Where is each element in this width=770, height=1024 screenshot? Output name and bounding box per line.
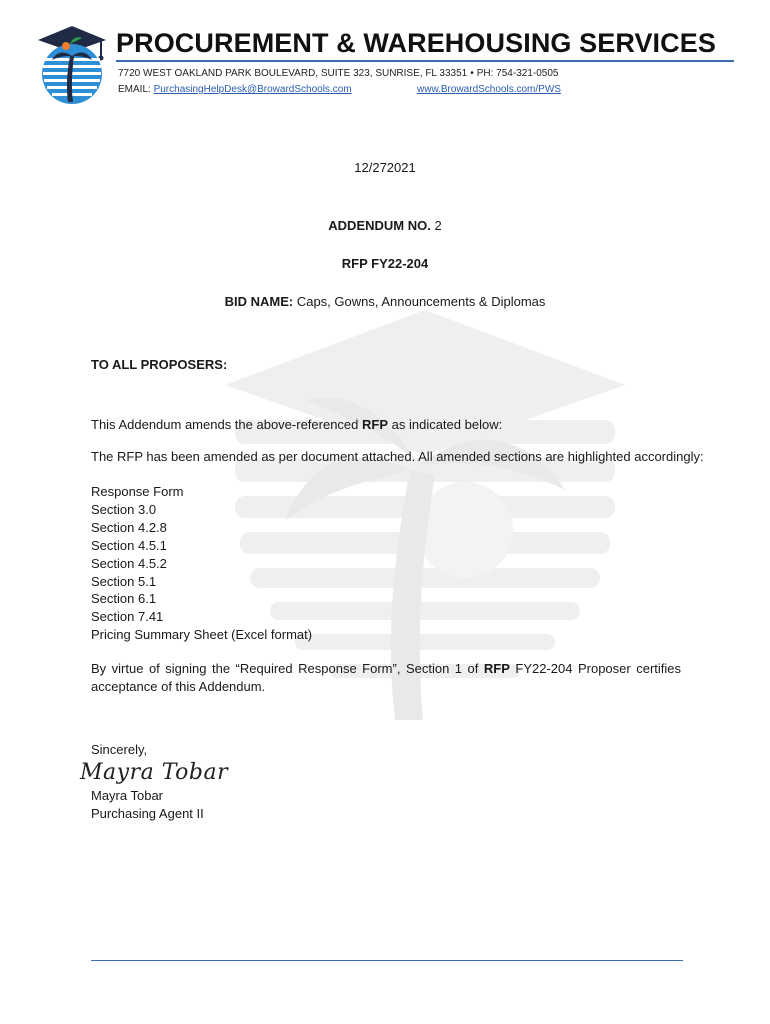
intro-prefix: This Addendum amends the above-referenced <box>91 417 363 432</box>
certification-line-2: acceptance of this Addendum. <box>91 679 266 694</box>
email-link[interactable]: PurchasingHelpDesk@BrowardSchools.com <box>153 84 352 95</box>
address: 7720 WEST OAKLAND PARK BOULEVARD, SUITE 323, SUNRISE, FL 33351 <box>118 68 468 79</box>
bid-name: Caps, Gowns, Announcements & Diplomas <box>296 294 546 309</box>
list-item: Section 4.5.1 <box>91 537 167 553</box>
signer-title: Purchasing Agent II <box>91 806 204 821</box>
list-item: Section 6.1 <box>91 591 157 607</box>
org-title: PROCUREMENT & WAREHOUSING SERVICES <box>116 28 716 58</box>
website-link[interactable]: www.BrowardSchools.com/PWS <box>417 84 561 95</box>
salutation: TO ALL PROPOSERS: <box>91 357 228 372</box>
list-item: Section 3.0 <box>91 501 157 517</box>
addendum-label: ADDENDUM NO. <box>328 218 431 233</box>
virtue-suffix: FY22-204 Proposer certifies <box>509 661 681 676</box>
intro-rfp: RFP <box>362 417 389 432</box>
certification-paragraph <box>91 660 681 696</box>
school-district-logo <box>36 22 108 104</box>
separator: • <box>470 68 474 79</box>
title-divider <box>116 60 734 62</box>
list-item: Pricing Summary Sheet (Excel format) <box>91 627 313 643</box>
address-line <box>118 68 558 79</box>
footer-divider <box>91 960 683 961</box>
bid-name-label: BID NAME: <box>224 294 294 309</box>
addendum-number: 2 <box>434 218 442 233</box>
list-item: Response Form <box>91 484 184 499</box>
email-line <box>118 84 352 95</box>
rfp-number: RFP FY22-204 <box>341 256 429 271</box>
intro-line <box>91 417 502 432</box>
signer-name: Mayra Tobar <box>91 788 164 803</box>
certification-line-1 <box>91 660 681 678</box>
email-label: EMAIL: <box>118 84 154 95</box>
handwritten-signature: Mayra Tobar <box>80 760 229 785</box>
list-item: Section 7.41 <box>91 609 164 625</box>
bid-name-line <box>0 294 770 309</box>
virtue-rfp: RFP <box>483 661 510 676</box>
list-item: Section 5.1 <box>91 573 157 589</box>
intro-suffix: as indicated below: <box>388 417 503 432</box>
letter-date: 12/272021 <box>354 160 416 175</box>
closing: Sincerely, <box>91 742 148 757</box>
addendum-heading <box>0 218 770 233</box>
phone: PH: 754-321-0505 <box>476 68 559 79</box>
list-item: Section 4.2.8 <box>91 519 167 535</box>
amend-note: The RFP has been amended as per document attached. All amended sections are highlighted accordingly: <box>91 449 704 464</box>
amended-sections-list <box>91 483 312 644</box>
list-item: Section 4.5.2 <box>91 555 167 571</box>
virtue-prefix: By virtue of signing the “Required Response Form”, Section 1 of <box>91 661 484 676</box>
